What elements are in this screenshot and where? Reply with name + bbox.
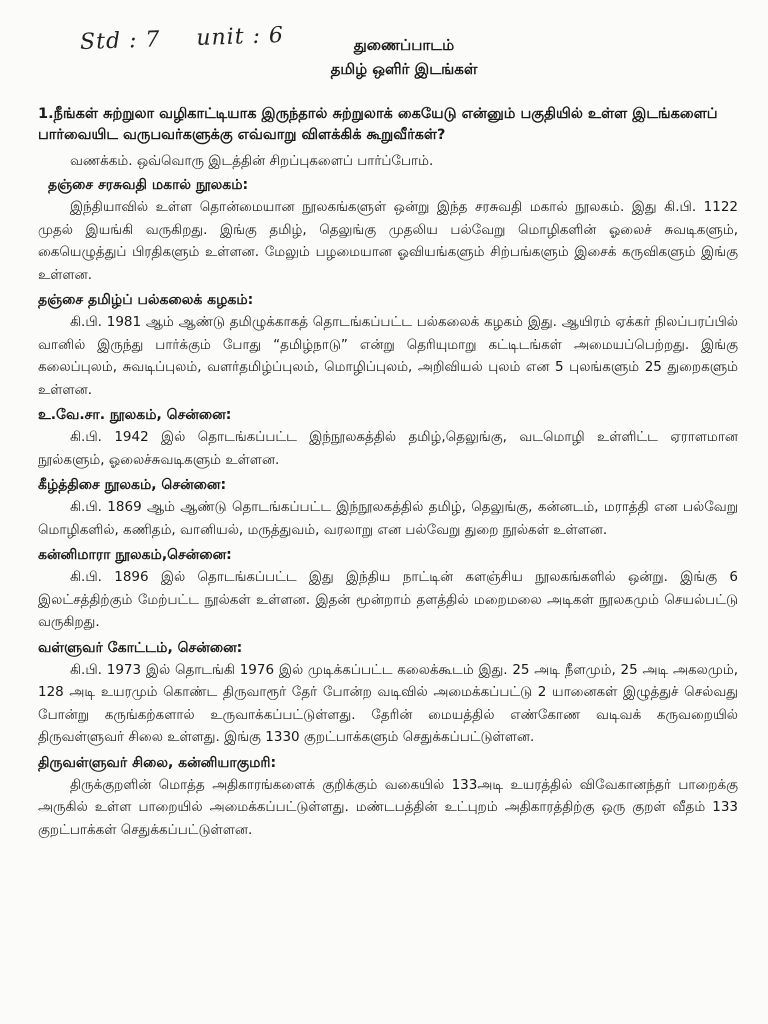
- section-text: திருக்குறளின் மொத்த அதிகாரங்களைக் குறிக்கும் வகையில் 133அடி உயரத்தில் விவேகானந்தர் பாறைக்கு அருகில் உள்ள பாறையில் அமைக்கப்பட்டுள்ளது. மண்டபத்தின் உட்புறம் அதிகாரத்திற்கு ஒரு குறள் வீதம் 133 குறட்பாக்கள் செதுக்கப்பட்டுள்ளன.: [38, 776, 738, 838]
- section-title: கன்னிமாரா நூலகம்,சென்னை:: [38, 547, 232, 563]
- section-thiruvalluvar-statue: [38, 752, 738, 842]
- section-text: கி.பி. 1981 ஆம் ஆண்டு தமிழுக்காகத் தொடங்கப்பட்ட பல்கலைக் கழகம் இது. ஆயிரம் ஏக்கர் நிலப்பரப்பில் வானில் இருந்து பார்க்கும் போது “தமிழ்நாடு” என்று தெரியுமாறு கட்டிடங்கள் அமையப்பெற்றது. இங்கு கலைப்புலம், சுவடிப்புலம், வளர்தமிழ்ப்புலம், மொழிப்புலம், அறிவியல் புலம் என 5 புலங்களும் 25 துறைகளும் உள்ளன.: [38, 314, 738, 398]
- section-title: கீழ்த்திசை நூலகம், சென்னை:: [38, 477, 227, 493]
- section-title: தஞ்சை தமிழ்ப் பல்கலைக் கழகம்:: [38, 292, 254, 308]
- section-oriental-library: [38, 474, 738, 541]
- header-subject: துணைப்பாடம்: [353, 36, 455, 54]
- section-text: கி.பி. 1942 இல் தொடங்கப்பட்ட இந்நூலகத்தில் தமிழ்,தெலுங்கு, வடமொழி உள்ளிட்ட ஏராளமான நூல்களும், ஓலைச்சுவடிகளும் உள்ளன.: [38, 429, 738, 468]
- section-title: திருவள்ளுவர் சிலை, கன்னியாகுமரி:: [38, 754, 277, 771]
- section-text: இந்தியாவில் உள்ள தொன்மையான நூலகங்களுள் ஒன்று இந்த சரசுவதி மகால் நூலகம். இது கி.பி. 1122 முதல் இயங்கி வருகிறது. இங்கு தமிழ், தெலுங்கு முதலிய பல்வேறு மொழிகளின் ஓலைச் சுவடிகளும், கையெழுத்துப் பிரதிகளும் உள்ளன. மேலும் பழமையான ஓவியங்களும் சிற்பங்களும் இசைக் கருவிகளும் இங்கு உள்ளன.: [38, 199, 738, 283]
- handwritten-std: Std : 7: [79, 27, 161, 56]
- question-text: 1.நீங்கள் சுற்றுலா வழிகாட்டியாக இருந்தால் சுற்றுலாக் கையேடு என்னும் பகுதியில் உள்ள இடங்களைப் பார்வையிட வருபவர்களுக்கு எவ்வாறு விளக்கிக் கூறுவீர்கள்?: [38, 106, 718, 143]
- section-title: உ.வே.சா. நூலகம், சென்னை:: [38, 407, 232, 423]
- section-text: கி.பி. 1973 இல் தொடங்கி 1976 இல் முடிக்கப்பட்ட கலைக்கூடம் இது. 25 அடி நீளமும், 25 அடி அகலமும், 128 அடி உயரமும் கொண்ட திருவாரூர் தேர் போன்ற வடிவில் அமைக்கப்பட்டு 2 யானைகள் இழுத்துச் செல்வது போன்று கருங்கற்களால் உருவாக்கப்பட்டுள்ளது. தேரின் மையத்தில் எண்கோண வடிவக் கருவறையில் திருவள்ளுவர் சிலை உள்ளது. இங்கு 1330 குறட்பாக்களும் செதுக்கப்பட்டுள்ளன.: [38, 661, 738, 745]
- section-title: வள்ளுவர் கோட்டம், சென்னை:: [38, 639, 243, 656]
- section-connemara-library: [38, 544, 738, 634]
- section-title: தஞ்சை சரசுவதி மகால் நூலகம்:: [48, 177, 249, 193]
- section-uvesa-library: [38, 404, 738, 471]
- page-header: [0, 36, 768, 80]
- section-text: கி.பி. 1869 ஆம் ஆண்டு தொடங்கப்பட்ட இந்நூலகத்தில் தமிழ், தெலுங்கு, கன்னடம், மராத்தி என பல்வேறு மொழிகளில், கணிதம், வானியல், மருத்துவம், வரலாறு என பல்வேறு துறை நூல்கள் உள்ளன.: [38, 499, 738, 538]
- handwritten-unit: unit : 6: [195, 22, 285, 51]
- section-text: கி.பி. 1896 இல் தொடங்கப்பட்ட இது இந்திய நாட்டின் களஞ்சிய நூலகங்களில் ஒன்று. இங்கு 6 இலட்சத்திற்கும் மேற்பட்ட நூல்கள் உள்ளன. இதன் மூன்றாம் தளத்தில் மறைமலை அடிகள் நூலகமும் செயல்பட்டு வருகிறது.: [38, 569, 738, 630]
- section-saraswathi-mahal: [38, 174, 738, 286]
- section-valluvar-kottam: [38, 637, 738, 749]
- greeting-text: வணக்கம். ஒவ்வொரு இடத்தின் சிறப்புகளைப் பார்ப்போம்.: [70, 153, 434, 169]
- document-body: [38, 104, 738, 844]
- section-tamil-university: [38, 289, 738, 401]
- page-title: தமிழ் ஒளிர் இடங்கள்: [330, 60, 478, 78]
